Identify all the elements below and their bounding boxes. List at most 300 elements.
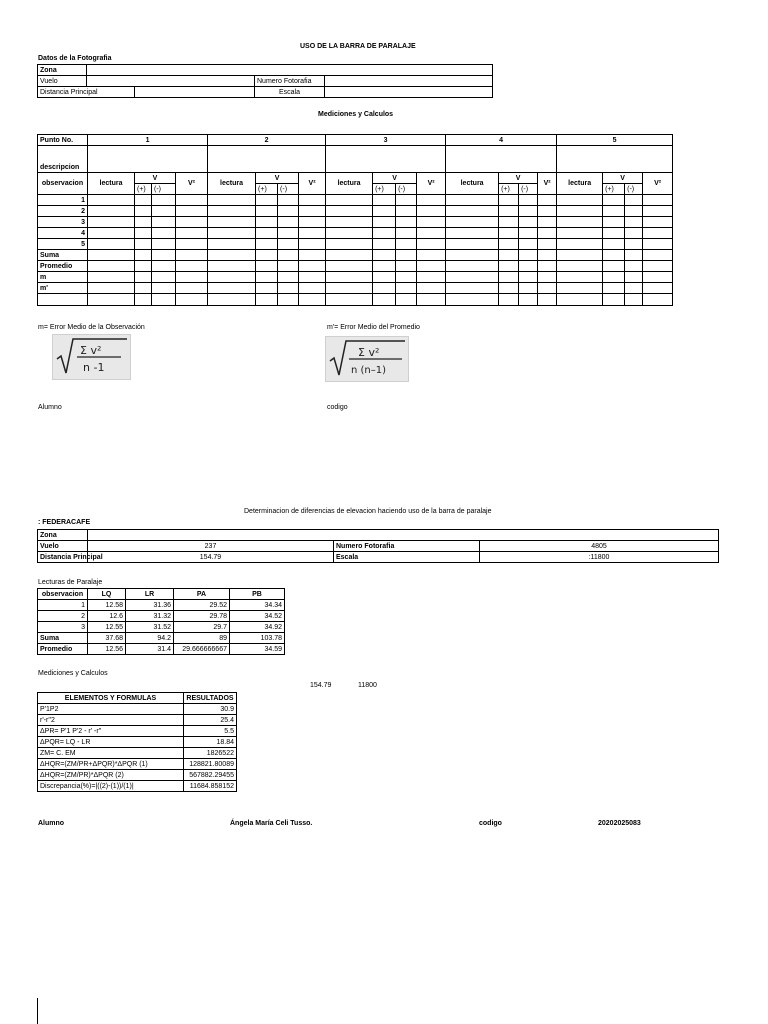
- data-cell[interactable]: [135, 206, 152, 217]
- observacion-label: observacion: [38, 173, 88, 195]
- data-cell[interactable]: [538, 283, 557, 294]
- minus-label: (-): [625, 184, 643, 195]
- v-label: V: [373, 173, 417, 184]
- data-cell[interactable]: [519, 217, 538, 228]
- extra-value-2: 11800: [358, 682, 377, 689]
- data-cell[interactable]: [538, 272, 557, 283]
- lecturas-row-label: 3: [38, 622, 88, 633]
- data-cell[interactable]: [446, 239, 499, 250]
- data-cell[interactable]: [299, 261, 326, 272]
- lecturas-value[interactable]: 29.666666667: [174, 644, 230, 655]
- data-cell[interactable]: [278, 228, 299, 239]
- s2-distancia-label: Distancia Principal: [38, 552, 88, 563]
- data-cell[interactable]: [643, 294, 673, 306]
- data-cell[interactable]: [519, 272, 538, 283]
- page-edge-line: [37, 998, 38, 1024]
- blank-row: [38, 294, 673, 306]
- data-cell[interactable]: [278, 250, 299, 261]
- data-cell[interactable]: [625, 272, 643, 283]
- data-cell[interactable]: [396, 195, 417, 206]
- data-cell[interactable]: [278, 206, 299, 217]
- data-cell[interactable]: [326, 294, 373, 306]
- data-cell[interactable]: [208, 217, 256, 228]
- data-cell[interactable]: [152, 250, 176, 261]
- data-cell[interactable]: [299, 239, 326, 250]
- data-cell[interactable]: [417, 195, 446, 206]
- lecturas-value[interactable]: 12.56: [88, 644, 126, 655]
- data-cell[interactable]: [603, 294, 625, 306]
- v2-label: V²: [299, 173, 326, 195]
- data-cell[interactable]: [519, 250, 538, 261]
- data-cell[interactable]: [152, 239, 176, 250]
- data-cell[interactable]: [396, 283, 417, 294]
- data-cell[interactable]: [256, 228, 278, 239]
- data-cell[interactable]: [256, 283, 278, 294]
- data-cell[interactable]: [446, 217, 499, 228]
- data-cell[interactable]: [396, 294, 417, 306]
- data-cell[interactable]: [446, 261, 499, 272]
- mediciones-title-2: Mediciones y Calculos: [38, 670, 108, 677]
- data-cell[interactable]: [417, 272, 446, 283]
- data-cell[interactable]: [557, 239, 603, 250]
- data-cell[interactable]: [625, 283, 643, 294]
- data-cell[interactable]: [625, 261, 643, 272]
- data-cell[interactable]: [256, 261, 278, 272]
- data-cell[interactable]: [256, 217, 278, 228]
- lecturas-value[interactable]: 12.6: [88, 611, 126, 622]
- data-cell[interactable]: [135, 294, 152, 306]
- data-cell[interactable]: [373, 250, 396, 261]
- data-cell[interactable]: [176, 217, 208, 228]
- data-cell[interactable]: [152, 228, 176, 239]
- data-cell[interactable]: [176, 228, 208, 239]
- data-cell[interactable]: [417, 228, 446, 239]
- data-cell[interactable]: [557, 294, 603, 306]
- elementos-row: [38, 726, 237, 737]
- data-cell[interactable]: [88, 228, 135, 239]
- data-cell[interactable]: [417, 250, 446, 261]
- data-cell[interactable]: [643, 217, 673, 228]
- data-cell[interactable]: [396, 228, 417, 239]
- data-cell[interactable]: [519, 206, 538, 217]
- data-cell[interactable]: [625, 195, 643, 206]
- data-cell[interactable]: [446, 272, 499, 283]
- data-cell[interactable]: [499, 206, 519, 217]
- s2-distancia-value[interactable]: 154.79: [88, 552, 334, 563]
- data-cell[interactable]: [326, 250, 373, 261]
- data-cell[interactable]: [643, 272, 673, 283]
- data-cell[interactable]: [256, 239, 278, 250]
- data-cell[interactable]: [417, 239, 446, 250]
- data-cell[interactable]: [152, 217, 176, 228]
- data-cell[interactable]: [88, 283, 135, 294]
- data-cell[interactable]: [299, 195, 326, 206]
- data-cell[interactable]: [88, 239, 135, 250]
- distancia-cell[interactable]: [135, 87, 255, 98]
- summary-label: Promedio: [38, 261, 88, 272]
- measurements-table: [37, 134, 673, 306]
- data-cell[interactable]: [326, 206, 373, 217]
- data-cell[interactable]: [135, 195, 152, 206]
- data-cell[interactable]: [603, 272, 625, 283]
- lecturas-value[interactable]: 29.78: [174, 611, 230, 622]
- data-cell[interactable]: [519, 239, 538, 250]
- data-cell[interactable]: [499, 239, 519, 250]
- data-cell[interactable]: [538, 228, 557, 239]
- data-cell[interactable]: [176, 239, 208, 250]
- data-cell[interactable]: [299, 206, 326, 217]
- codigo-label-2: codigo: [479, 820, 502, 827]
- lecturas-value[interactable]: 29.7: [174, 622, 230, 633]
- descripcion-cell[interactable]: [208, 146, 326, 173]
- photo-data-header: Datos de la Fotografia: [38, 55, 112, 62]
- data-cell[interactable]: [135, 283, 152, 294]
- summary-row: [38, 261, 673, 272]
- data-cell[interactable]: [519, 261, 538, 272]
- data-cell[interactable]: [396, 261, 417, 272]
- data-cell[interactable]: [88, 195, 135, 206]
- data-cell[interactable]: [208, 261, 256, 272]
- data-cell[interactable]: [88, 217, 135, 228]
- data-cell[interactable]: [152, 272, 176, 283]
- data-cell[interactable]: [176, 195, 208, 206]
- data-cell[interactable]: [396, 250, 417, 261]
- data-cell[interactable]: [603, 250, 625, 261]
- s2-vuelo-value[interactable]: 237: [88, 541, 334, 552]
- data-cell[interactable]: [603, 261, 625, 272]
- punto-number: 1: [88, 135, 208, 146]
- data-cell[interactable]: [176, 272, 208, 283]
- data-cell[interactable]: [557, 206, 603, 217]
- lecturas-row-label: 2: [38, 611, 88, 622]
- data-cell[interactable]: [538, 206, 557, 217]
- data-cell[interactable]: [373, 261, 396, 272]
- lecturas-table: [37, 588, 285, 655]
- data-cell[interactable]: [176, 250, 208, 261]
- data-cell[interactable]: [176, 206, 208, 217]
- data-cell[interactable]: [643, 250, 673, 261]
- data-cell[interactable]: [326, 217, 373, 228]
- data-cell[interactable]: [603, 217, 625, 228]
- elemento-result[interactable]: 25.4: [184, 715, 237, 726]
- data-cell[interactable]: [603, 239, 625, 250]
- data-cell[interactable]: [625, 239, 643, 250]
- data-cell[interactable]: [557, 272, 603, 283]
- lecturas-value[interactable]: 31.36: [126, 600, 174, 611]
- elemento-result[interactable]: 567882.29455: [184, 770, 237, 781]
- data-cell[interactable]: [256, 272, 278, 283]
- descripcion-cell[interactable]: [88, 146, 208, 173]
- data-cell[interactable]: [538, 250, 557, 261]
- elemento-result[interactable]: 1826522: [184, 748, 237, 759]
- data-cell[interactable]: [643, 195, 673, 206]
- lecturas-value[interactable]: 29.52: [174, 600, 230, 611]
- data-cell[interactable]: [373, 195, 396, 206]
- numero-foto-label: Numero Fotorafia: [255, 76, 325, 87]
- data-cell[interactable]: [625, 217, 643, 228]
- data-cell[interactable]: [299, 217, 326, 228]
- data-cell[interactable]: [88, 272, 135, 283]
- data-cell[interactable]: [373, 228, 396, 239]
- data-cell[interactable]: [603, 206, 625, 217]
- data-cell[interactable]: [152, 206, 176, 217]
- v-label: V: [603, 173, 643, 184]
- data-cell[interactable]: [373, 283, 396, 294]
- data-cell[interactable]: [446, 250, 499, 261]
- data-cell[interactable]: [278, 239, 299, 250]
- data-cell[interactable]: [278, 217, 299, 228]
- data-cell[interactable]: [373, 239, 396, 250]
- data-cell[interactable]: [373, 206, 396, 217]
- data-cell[interactable]: [135, 217, 152, 228]
- vuelo-label: Vuelo: [38, 76, 87, 87]
- data-cell[interactable]: [208, 228, 256, 239]
- data-cell[interactable]: [208, 283, 256, 294]
- lecturas-value[interactable]: 94.2: [126, 633, 174, 644]
- data-cell[interactable]: [278, 195, 299, 206]
- lecturas-value[interactable]: 31.52: [126, 622, 174, 633]
- data-cell[interactable]: [557, 195, 603, 206]
- data-cell[interactable]: [499, 261, 519, 272]
- data-cell[interactable]: [396, 272, 417, 283]
- observation-number: 5: [38, 239, 88, 250]
- numero-foto-cell[interactable]: [325, 76, 493, 87]
- data-cell[interactable]: [538, 294, 557, 306]
- data-cell[interactable]: [373, 272, 396, 283]
- data-cell[interactable]: [278, 272, 299, 283]
- lecturas-value[interactable]: 12.55: [88, 622, 126, 633]
- elemento-result[interactable]: 11684.858152: [184, 781, 237, 792]
- data-cell[interactable]: [625, 294, 643, 306]
- data-cell[interactable]: [135, 272, 152, 283]
- data-cell[interactable]: [557, 228, 603, 239]
- observation-row: [38, 206, 673, 217]
- elementos-row: [38, 704, 237, 715]
- data-cell[interactable]: [499, 195, 519, 206]
- data-cell[interactable]: [446, 195, 499, 206]
- data-cell[interactable]: [278, 294, 299, 306]
- data-cell[interactable]: [625, 206, 643, 217]
- descripcion-cell[interactable]: [557, 146, 673, 173]
- v2-label: V²: [176, 173, 208, 195]
- data-cell[interactable]: [152, 294, 176, 306]
- s2-numero-foto-value[interactable]: 4805: [480, 541, 719, 552]
- data-cell[interactable]: [417, 294, 446, 306]
- data-cell[interactable]: [326, 283, 373, 294]
- data-cell[interactable]: [326, 272, 373, 283]
- elemento-formula: ΔPR= P'1 P'2 - r' -r'': [38, 726, 184, 737]
- plus-label: (+): [256, 184, 278, 195]
- lecturas-row-label: 1: [38, 600, 88, 611]
- data-cell[interactable]: [538, 217, 557, 228]
- data-cell[interactable]: [278, 283, 299, 294]
- elemento-formula: ΔHQR=(ZM/PR)*ΔPQR (2): [38, 770, 184, 781]
- lecturas-value[interactable]: 34.59: [230, 644, 285, 655]
- summary-label: m: [38, 272, 88, 283]
- elemento-result[interactable]: 30.9: [184, 704, 237, 715]
- data-cell[interactable]: [519, 283, 538, 294]
- observation-number: 4: [38, 228, 88, 239]
- zona-cell[interactable]: [87, 65, 493, 76]
- data-cell[interactable]: [446, 294, 499, 306]
- lecturas-value[interactable]: 31.32: [126, 611, 174, 622]
- alumno-name: Ángela María Celi Tusso.: [230, 820, 313, 827]
- observation-row: [38, 239, 673, 250]
- lecturas-value[interactable]: 12.58: [88, 600, 126, 611]
- data-cell[interactable]: [446, 228, 499, 239]
- data-cell[interactable]: [499, 283, 519, 294]
- data-cell[interactable]: [519, 195, 538, 206]
- s2-vuelo-label: Vuelo: [38, 541, 88, 552]
- data-cell[interactable]: [208, 239, 256, 250]
- elemento-result[interactable]: 5.5: [184, 726, 237, 737]
- data-cell[interactable]: [603, 228, 625, 239]
- data-cell[interactable]: [326, 195, 373, 206]
- data-cell[interactable]: [208, 195, 256, 206]
- data-cell[interactable]: [326, 261, 373, 272]
- data-cell[interactable]: [538, 195, 557, 206]
- lecturas-value[interactable]: 31.4: [126, 644, 174, 655]
- lecturas-value[interactable]: 34.34: [230, 600, 285, 611]
- data-cell[interactable]: [643, 228, 673, 239]
- data-cell[interactable]: [499, 272, 519, 283]
- descripcion-cell[interactable]: [446, 146, 557, 173]
- elemento-formula: ZM= C. EM: [38, 748, 184, 759]
- elementos-header: RESULTADOS: [184, 693, 237, 704]
- sheet2-title: Determinacion de diferencias de elevacion haciendo uso de la barra de paralaje: [244, 508, 492, 515]
- data-cell[interactable]: [446, 283, 499, 294]
- data-cell[interactable]: [208, 272, 256, 283]
- data-cell[interactable]: [396, 206, 417, 217]
- data-cell[interactable]: [499, 250, 519, 261]
- vuelo-cell[interactable]: [87, 76, 255, 87]
- data-cell[interactable]: [519, 228, 538, 239]
- data-cell[interactable]: [88, 206, 135, 217]
- lecturas-row-label: Promedio: [38, 644, 88, 655]
- alumno-label-2: Alumno: [38, 820, 65, 827]
- data-cell[interactable]: [326, 239, 373, 250]
- data-cell[interactable]: [603, 195, 625, 206]
- s2-escala-value[interactable]: :11800: [480, 552, 719, 563]
- data-cell[interactable]: [88, 250, 135, 261]
- lecturas-value[interactable]: 34.92: [230, 622, 285, 633]
- data-cell[interactable]: [519, 294, 538, 306]
- escala-cell[interactable]: [325, 87, 493, 98]
- data-cell[interactable]: [417, 261, 446, 272]
- elemento-result[interactable]: 18.84: [184, 737, 237, 748]
- data-cell[interactable]: [135, 250, 152, 261]
- data-cell[interactable]: [603, 283, 625, 294]
- blank-cell: [38, 294, 88, 306]
- data-cell[interactable]: [499, 228, 519, 239]
- data-cell[interactable]: [152, 261, 176, 272]
- data-cell[interactable]: [208, 250, 256, 261]
- data-cell[interactable]: [643, 239, 673, 250]
- elemento-result[interactable]: 128821.80089: [184, 759, 237, 770]
- data-cell[interactable]: [417, 206, 446, 217]
- zona-label: Zona: [38, 65, 87, 76]
- data-cell[interactable]: [538, 261, 557, 272]
- data-cell[interactable]: [135, 239, 152, 250]
- plus-label: (+): [373, 184, 396, 195]
- data-cell[interactable]: [299, 228, 326, 239]
- lecturas-value[interactable]: 37.68: [88, 633, 126, 644]
- data-cell[interactable]: [417, 283, 446, 294]
- plus-label: (+): [603, 184, 625, 195]
- data-cell[interactable]: [625, 250, 643, 261]
- data-cell[interactable]: [176, 283, 208, 294]
- elementos-row: [38, 737, 237, 748]
- data-cell[interactable]: [299, 294, 326, 306]
- observation-number: 1: [38, 195, 88, 206]
- data-cell[interactable]: [135, 261, 152, 272]
- lecturas-value[interactable]: 34.52: [230, 611, 285, 622]
- data-cell[interactable]: [446, 206, 499, 217]
- data-cell[interactable]: [256, 250, 278, 261]
- data-cell[interactable]: [256, 195, 278, 206]
- data-cell[interactable]: [88, 294, 135, 306]
- data-cell[interactable]: [557, 283, 603, 294]
- data-cell[interactable]: [538, 239, 557, 250]
- data-cell[interactable]: [278, 261, 299, 272]
- data-cell[interactable]: [643, 283, 673, 294]
- descripcion-row: [38, 146, 673, 173]
- extra-value-1: 154.79: [310, 682, 332, 689]
- data-cell[interactable]: [499, 217, 519, 228]
- lectura-label: lectura: [446, 173, 499, 195]
- formula-obs-den: n -1: [83, 361, 105, 374]
- data-cell[interactable]: [152, 195, 176, 206]
- data-cell[interactable]: [417, 217, 446, 228]
- punto-number: 4: [446, 135, 557, 146]
- data-cell[interactable]: [557, 261, 603, 272]
- data-cell[interactable]: [373, 294, 396, 306]
- data-cell[interactable]: [135, 228, 152, 239]
- data-cell[interactable]: [208, 206, 256, 217]
- s2-zona-cell[interactable]: [88, 530, 719, 541]
- data-cell[interactable]: [396, 239, 417, 250]
- lecturas-value[interactable]: 89: [174, 633, 230, 644]
- v2-label: V²: [538, 173, 557, 195]
- data-cell[interactable]: [256, 206, 278, 217]
- lecturas-value[interactable]: 103.78: [230, 633, 285, 644]
- data-cell[interactable]: [208, 294, 256, 306]
- company-label: : FEDERACAFE: [38, 519, 91, 526]
- data-cell[interactable]: [643, 206, 673, 217]
- data-cell[interactable]: [299, 272, 326, 283]
- data-cell[interactable]: [256, 294, 278, 306]
- v2-label: V²: [417, 173, 446, 195]
- data-cell[interactable]: [643, 261, 673, 272]
- descripcion-cell[interactable]: [326, 146, 446, 173]
- data-cell[interactable]: [625, 228, 643, 239]
- data-cell[interactable]: [152, 283, 176, 294]
- data-cell[interactable]: [557, 250, 603, 261]
- formula-prom-num: Σ v²: [358, 346, 380, 359]
- data-cell[interactable]: [299, 283, 326, 294]
- data-cell[interactable]: [326, 228, 373, 239]
- data-cell[interactable]: [299, 250, 326, 261]
- data-cell[interactable]: [176, 294, 208, 306]
- data-cell[interactable]: [396, 217, 417, 228]
- data-cell[interactable]: [557, 217, 603, 228]
- data-cell[interactable]: [499, 294, 519, 306]
- data-cell[interactable]: [88, 261, 135, 272]
- data-cell[interactable]: [176, 261, 208, 272]
- data-cell[interactable]: [373, 217, 396, 228]
- s2-zona-label: Zona: [38, 530, 88, 541]
- distancia-label: Distancia Principal: [38, 87, 135, 98]
